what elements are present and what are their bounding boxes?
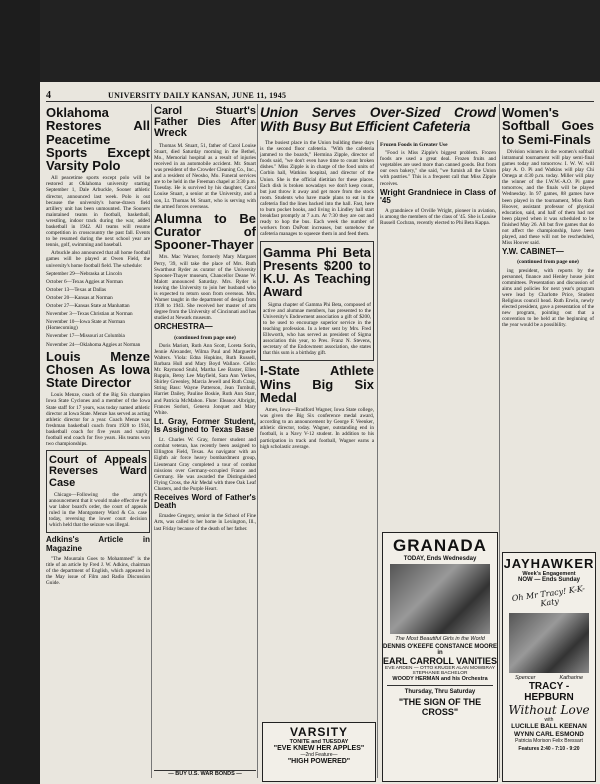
- article-griffith: Emadee Gregory, senior in the School of Fine Arts, was called to her home in Lexington, Ill., last Friday because of the death of her father.: [154, 513, 256, 532]
- headline-gray: Lt. Gray, Former Student, Is Assigned to Texas Base: [154, 416, 256, 434]
- orchestra-continued: (continued from page one): [174, 334, 236, 341]
- schedule-item: October 13—Texas at Dallas: [46, 286, 106, 293]
- article-softball: Division winners in the women's softball intramural tournament will play semi-final games today and tomorrow. I. W. W. will play A. O. Pi and Watkins will play Chi Omega at 4:30 p.m. today. Miller will play the winner of the I.W.W.-A.O. Pi game tomorrow, and the finals will be played Wednesday. In 97 games, 88 games have been played in the tournament, Miss Ruth Hoover, assistant professor of physical education, said, and half of them had not been played when it was scheduled to be finished May 26. All but five games that do not affect the championship, have been played, and these will not be rescheduled, Miss Hoover said.: [502, 148, 594, 247]
- varsity-dates: TONITE and TUESDAY: [289, 739, 349, 745]
- jayhawker-cast: LUCILLE BALL KEENAN WYNN CARL ESMOND: [511, 723, 587, 738]
- schedule-intro: Arbuckle also announced that all home football games will be played at Owen Field, the university's home football field. The schedule:: [46, 250, 150, 269]
- schedule-item: October 27—Kansas State at Manhattan: [46, 303, 130, 310]
- page-header: [46, 88, 594, 102]
- schedule-item: November 17—Missouri at Columbia: [46, 333, 125, 340]
- varsity-ad: [262, 722, 376, 782]
- granada-stars: DENNIS O'KEEFE CONSTANCE MOORE in: [383, 644, 497, 656]
- jayhawker-stars: TRACY - HEPBURN: [524, 681, 574, 703]
- varsity-feature1: "EVE KNEW HER APPLES": [273, 745, 365, 752]
- column-3: [260, 140, 374, 720]
- jayhawker-ad: [502, 552, 596, 782]
- article-union: The busiest place in the Union building these days is the second floor cafeteria. "With the cafeteria jammed to the boards," Hermina Zipple, director of foods said, "we don't even have time to count broken dishes." Miss Zipple is in charge of the food units of Corbin hall, Watkins hospital, and director of the Union. She is the official dietitian for these places. Each dish is broken nowadays we don't keep count, but just throw it away and get more from the stock room. Students who have made plans to eat in the cafeteria find the lines backed into the hall. Fast, here to burn pocket books, and living in Lindley hall start breakfast promptly at 7 a.m. At 7:30 they are out and ready to hop the bus. Each week the number of workers from DuPont increases, but somehow the cafeteria manages to squeeze them in and feed them.: [260, 140, 374, 238]
- granada-tagline: The Most Beautiful Girls in the World: [395, 636, 485, 642]
- column-rule: [151, 104, 152, 778]
- headline-softball: Women's Softball Goes to Semi-Finals: [502, 105, 594, 147]
- granada-name: GRANADA: [393, 536, 487, 555]
- article-wright: A grandniece of Orville Wright, pioneer in aviation, is among the members of the class of '45. She is Louise Russell Cochran, recently elected to Phi Beta Kappa.: [380, 207, 496, 227]
- granada-photo: [390, 564, 490, 634]
- article-alumna: Mrs. Mac Warner, formerly Mary Margaret Perry, '39, will take the place of Mrs. Ruth Swarthout Ryder as curator of the University Spooner-Thayer museum, Chancellor Deane W. Malott announced Saturday. Mrs. Ryder is leaving the University to join her husband who is expected to return soon from overseas. Mrs. Warner taught in the department of design from 1938 to 1943. She received her master of arts degree from the University of Cincinnati and has studied at Newark museum.: [154, 254, 256, 322]
- headline-gamma: Gamma Phi Beta Presents $200 to K.U. As Teaching Award: [263, 244, 371, 300]
- subhead-frozen: Frozen Foods in Greater Use: [380, 142, 448, 148]
- article-gamma: Sigma chapter of Gamma Phi Beta, composed of active and alumnae members, has presented to the University's Endowment association a gift of $200, to be used to encourage superior service in the teaching profession. In a letter sent by Mrs. Fred Ellsworth, who has served as president of Sigma association this year, to Pres. Franz N. Stevens, secretary of the Endowment association, she states that this sum is a birthday gift.: [263, 301, 371, 357]
- article-adkins: "The Mountain Goes to Mohammed" is the title of an article by Fred J. W. Adkins, chairman of the department of English, which appeared in the May issue of Film and Radio Discussion Guide.: [46, 555, 150, 587]
- headline-union: Union Serves Over-Sized Crowd With Busy But Efficient Cafeteria: [260, 105, 496, 134]
- jayhawker-star1: Spencer: [514, 675, 536, 681]
- headline-menze: Louis Menze Chosen As Iowa State Director: [46, 348, 150, 391]
- varsity-second: —2nd Feature—: [300, 752, 338, 758]
- masthead-line: UNIVERSITY DAILY KANSAN, JUNE 11, 1945: [108, 91, 287, 100]
- column-rule: [499, 104, 500, 778]
- article-oklahoma: All peacetime sports except polo will be restored at Oklahoma university starting September 1, Dale Arbuckle, Sooner athletic director, announced last week. Polo is out because the university's horse-drawn field artillery unit has been unmounted. The Sooners maintained teams in football, basketball, wrestling, indoor track during the war, added basketball in 1942. All teams will resume competition in crosscountry the past fall. Events to be resumed during the next school year are tennis, golf, swimming and baseball.: [46, 175, 150, 249]
- granada-title: EARL CARROLL VANITIES: [383, 656, 498, 666]
- headline-ywca: Y.W. CABINET—: [502, 247, 564, 257]
- article-ywca: ing president, with reports by the personnel, finance and Henley house joint committees. Presentation and discussion of aims and policies for next year's program were lead by Charlotte Price, Student Religious council head. Ruth Erwin, newly elected president, gave a presentation of the new program, pointing out that a convention to be held at the beginning of the year would be a possibility.: [502, 267, 594, 329]
- schedule-item: November 3—Texas Christian at Norman: [46, 311, 133, 318]
- left-margin: [0, 0, 40, 784]
- article-court: Chicago—Following the army's announcement that it would make effective the war labor board's order, the court of appeals ruled in the Montgomery Ward & Co. case today, reversing the lower court decision which held that the seizure was illegal.: [49, 491, 147, 529]
- schedule-item: November 10—Iowa State at Norman (Homecoming): [46, 319, 125, 332]
- headline-istate: I-State Athlete Wins Big Six Medal: [260, 363, 374, 405]
- header-rule: [46, 101, 594, 102]
- headline-adkins: Adkins's Article in Magazine: [46, 535, 150, 553]
- varsity-feature2: "HIGH POWERED": [287, 758, 351, 765]
- page-number: 4: [46, 90, 52, 101]
- article-stuart: Thomas M. Stuart, 51, father of Carol Louise Stuart, died Saturday morning in the Bethel, Mo., Memorial hospital as a result of injuries received in an automobile accident. Mr. Stuart was president of the Crowder Cleaning Co., Inc., and a resident of Neosho, Mo. Funeral services are to be held in the Freeman chapel at 3:30 p.m. Tuesday. He is survived by his daughter, Carol Louise Stuart, a senior at the University, and a son, Lt. Thomas M. Stuart, who is serving with the armed forces overseas.: [154, 142, 256, 210]
- gamma-box: [260, 241, 374, 362]
- jayhawker-star2: Katharine: [559, 675, 583, 681]
- article-istate: Ames, Iowa—Bradford Wagner, Iowa State college, was given the Big Six conference medal award, according to an announcement by George F. Veenker, athletic director, today. Wagner, outstanding end in football, is a Navy V-12 student. In addition to his participation in track and football, Wagner earns a high scholastic average.: [260, 407, 374, 450]
- article-gray: Lt. Charles W. Gray, former student and combat veteran, has recently been assigned to Ellington Field, Texas. As navigator with an Eighth air force heavy bombardment group, Lieutenant Gray completed a tour of combat missions over Germany-occupied France and Germany. He was awarded the Distinguished Flying Cross, the Air Medal with three Oak Leaf Clusters, and the Purple Heart.: [154, 437, 256, 492]
- schedule-item: November 24—Oklahoma Aggies at Norman: [46, 341, 141, 348]
- column-rule: [377, 140, 378, 778]
- schedule-item: October 6—Texas Aggies at Norman: [46, 278, 123, 285]
- granada-ad: [382, 532, 498, 782]
- column-rule: [257, 104, 258, 778]
- jayhawker-photo: [509, 613, 589, 673]
- war-bonds-line: — BUY U.S. WAR BONDS —: [154, 770, 256, 777]
- jayhawker-cast2: Patricia Morison Felix Bressart: [515, 738, 583, 744]
- column-2: [154, 104, 256, 780]
- granada-dates: TODAY, Ends Wednesday: [403, 556, 477, 562]
- schedule-item: September 29—Nebraska at Lincoln: [46, 270, 122, 277]
- article-frozen: "Food is Miss Zipple's biggest problem. Frozen foods are used a great deal. Frozen fruits and vegetables are used more than canned goods. But from our own bakery," she said, "we furnish all the Union with pastries." This is a frequent call that Miss Zipple receives.: [380, 150, 496, 187]
- headline-court: Court of Appeals Reverses Ward Case: [49, 454, 147, 489]
- ywca-continued: (continued from page one): [517, 259, 579, 266]
- headline-orchestra: ORCHESTRA—: [154, 322, 213, 332]
- jayhawker-line2: NOW — Ends Sunday: [517, 577, 580, 583]
- jayhawker-title: Without Love: [508, 703, 590, 717]
- jayhawker-times: Features 2:40 - 7:10 - 9:20: [518, 746, 580, 752]
- headline-griffith: Receives Word of Father's Death: [154, 493, 256, 511]
- headline-alumna: Alumna to Be Curator of Spooner-Thayer: [154, 210, 256, 253]
- column-4: [380, 140, 496, 530]
- column-5: [502, 104, 594, 544]
- schedule-item: October 20—Kansas at Norman: [46, 294, 113, 301]
- article-menze: Louis Menze, coach of the Big Six champion Iowa State Cyclones and a member of the Iowa State staff for 17 years, was today named athletic director at Iowa State. Menze has served as acting athletic director for a year. Coach Menze was freshman basketball coach from 1928 to 1934, basketball coach for five years and varsity football end coach for five years. His teams won two championships.: [46, 392, 150, 448]
- granada-coming: Thursday, Thru Saturday: [404, 689, 476, 695]
- jayhawker-with: with: [544, 717, 554, 723]
- court-box: [46, 450, 150, 533]
- granada-band: WOODY HERMAN and his Orchestra: [392, 676, 488, 682]
- football-schedule: [46, 271, 150, 348]
- jayhawker-name: JAYHAWKER: [503, 556, 595, 571]
- granada-cast: EVE ARDEN — OTTO KRUGER ALAN MOWBRAY STEPHANIE BACHELOR: [385, 666, 495, 676]
- headline-stuart: Carol Stuart's Father Dies After Wreck: [154, 105, 256, 140]
- jayhawker-script: Oh Mr Tracy! K-K-Katy: [511, 583, 586, 609]
- varsity-name: VARSITY: [289, 725, 349, 739]
- column-1: [46, 104, 150, 780]
- article-orchestra: Doris Mariott, Ruth Ann Scott, Loreta Sorin, Jennie Alexander, Wilma Paul and Marguerite Walters. Viola: Edna Hopkins, Ruth Russell, Barbara Hull and Mary Boyd Wallace. Cello: Mr. Raymond Stuhl, Martha Lee Baxter, Ellen Ruppin, Betsy Lee Mayfield, Sara Ann Yerkes, Shirley Greenley, Marcia Jewell and Ruth Craig. String Bass: Wayne Patterson, Jean Turnbull, Harriet Dailey, Pauline Boskie, Ruth Ann Starr, and Patricia McMahon. Flute: Eleanor Albright, Frances Sorlori, Geneva Jonquet and Mary White.: [154, 342, 256, 416]
- granada-feature: "THE SIGN OF THE CROSS": [398, 697, 482, 717]
- jayhawker-line1: Week's Engagement: [522, 571, 576, 577]
- headline-wright: Wright Grandniece in Class of '45: [380, 187, 496, 205]
- headline-oklahoma: Oklahoma Restores All Peacetime Sports Except Varsity Polo: [46, 105, 150, 173]
- newspaper-page: [40, 82, 600, 784]
